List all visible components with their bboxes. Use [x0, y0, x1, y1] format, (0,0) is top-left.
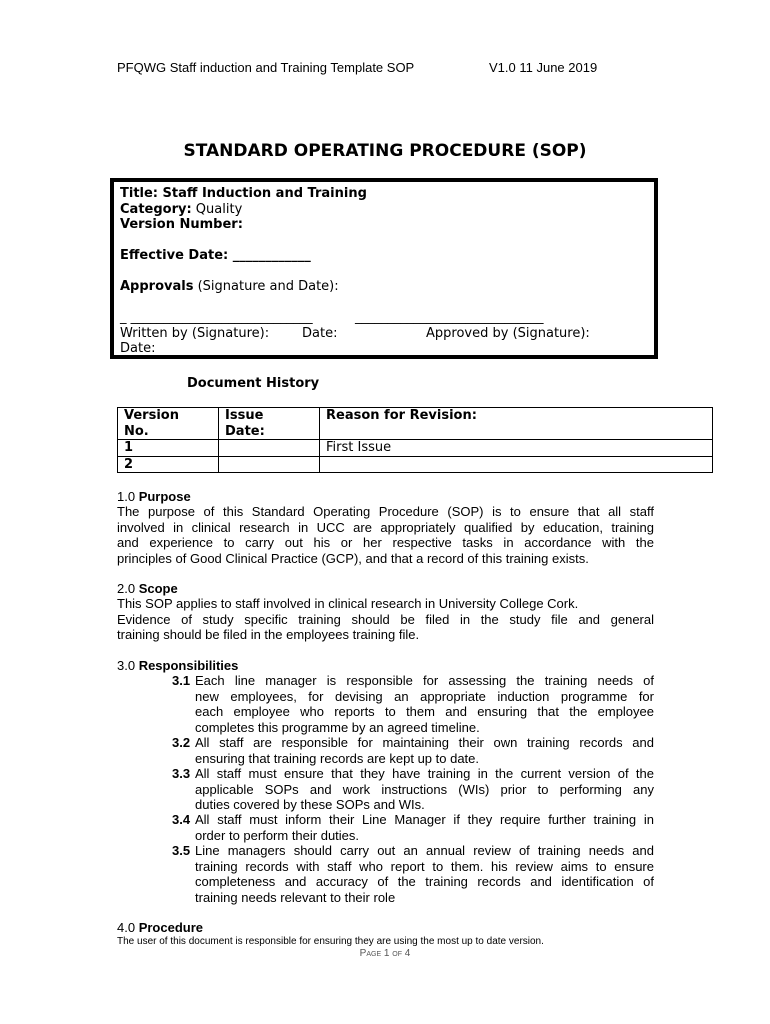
paragraph-line: This SOP applies to staff involved in clinical research in University College Cork. — [117, 596, 579, 611]
purpose-paragraph — [117, 504, 654, 566]
item-line: applicable SOPs and work instructions (WIs) prior to performing any — [195, 781, 654, 797]
approved-date-label: Date: — [120, 341, 156, 356]
col-header-version: Version No. — [118, 408, 219, 440]
item-number: 3.2 — [172, 735, 191, 750]
section-purpose-heading — [117, 489, 191, 504]
item-number: 3.3 — [172, 766, 191, 781]
approved-by-label: Approved by (Signature): — [426, 325, 590, 341]
responsibility-item — [172, 766, 654, 813]
cell-version: 1 — [118, 440, 219, 457]
section-number: 3.0 — [117, 658, 139, 673]
section-responsibilities-heading — [117, 658, 238, 673]
item-line: Line managers should carry out an annual review of training needs and — [195, 843, 654, 858]
paragraph-line: training should be filed in the employees training file. — [117, 627, 420, 642]
section-title: Scope — [138, 581, 178, 596]
paragraph-line: Evidence of study specific training should be filed in the study file and general — [117, 611, 654, 627]
section-number: 4.0 — [117, 920, 139, 935]
approvals-rest: (Signature and Date): — [193, 279, 339, 294]
item-line: All staff are responsible for maintaining their own training records and — [195, 735, 654, 750]
document-history-title: Document History — [187, 376, 320, 391]
sop-approvals — [120, 279, 339, 295]
item-line: Each line manager is responsible for assessing the training needs of — [195, 673, 654, 688]
paragraph-line: and experience to carry out his or her respective tasks in accordance with the — [117, 535, 654, 550]
table-row — [118, 456, 713, 473]
cell-issue-date — [219, 456, 320, 473]
approvals-label: Approvals — [120, 279, 194, 294]
sop-title: Title: Staff Induction and Training — [120, 186, 367, 201]
cell-reason: First Issue — [320, 440, 713, 457]
sop-category — [120, 202, 242, 218]
signature-line-right: _____________________________ — [355, 310, 544, 325]
section-title: Procedure — [138, 920, 203, 935]
table-row — [118, 440, 713, 457]
section-number: 2.0 — [117, 581, 139, 596]
item-line: training needs relevant to their role — [195, 889, 396, 905]
cell-reason — [320, 456, 713, 473]
col-header-issue-date: Issue Date: — [219, 408, 320, 440]
section-scope-heading — [117, 581, 178, 596]
cell-issue-date — [219, 440, 320, 457]
section-title: Purpose — [138, 489, 191, 504]
paragraph-line: principles of Good Clinical Practice (GCP), and that a record of this training exists. — [117, 550, 589, 566]
item-line: duties covered by these SOPs and WIs. — [195, 797, 425, 812]
item-line: new employees, for devising an appropriate induction programme for — [195, 688, 654, 704]
scope-paragraph — [117, 596, 654, 643]
signature-line-left: _ ____________________________ — [120, 310, 313, 325]
item-line: completes this programme by an agreed timeline. — [195, 719, 480, 735]
sop-effective-date: Effective Date: ____________ — [120, 248, 311, 263]
responsibility-item — [172, 843, 654, 905]
header-version: V1.0 11 June 2019 — [489, 60, 598, 75]
header-title: PFQWG Staff induction and Training Template SOP — [117, 60, 415, 75]
written-date-label: Date: — [302, 325, 338, 341]
responsibility-item — [172, 812, 654, 843]
section-title: Responsibilities — [138, 658, 239, 673]
item-line: All staff must inform their Line Manager if they require further training in — [195, 812, 654, 827]
category-label: Category: — [120, 201, 192, 217]
item-line: All staff must ensure that they have training in the current version of the — [195, 766, 654, 781]
item-line: training records with staff who report to them. his review aims to ensure — [195, 858, 654, 874]
document-history-table — [117, 407, 713, 473]
footer-note: The user of this document is responsible for ensuring they are using the most up to date version. — [117, 936, 544, 947]
cell-version: 2 — [118, 456, 219, 473]
section-procedure-heading — [117, 920, 203, 935]
responsibility-item — [172, 673, 654, 735]
item-line: order to perform their duties. — [195, 827, 360, 843]
sop-version-number: Version Number: — [120, 217, 243, 232]
item-number: 3.5 — [172, 843, 191, 858]
responsibility-item — [172, 735, 654, 766]
item-line: each employee who reports to them and ensuring that the employee — [195, 704, 654, 719]
section-number: 1.0 — [117, 489, 139, 504]
item-line: ensuring that training records are kept up to date. — [195, 750, 480, 766]
sop-info-box — [110, 178, 658, 359]
paragraph-line: The purpose of this Standard Operating Procedure (SOP) is to ensure that all staff — [117, 504, 654, 519]
item-number: 3.4 — [172, 812, 191, 827]
item-line: completeness and accuracy of the training records and identification of — [195, 874, 654, 889]
page-number: Page 1 of 4 — [359, 948, 411, 959]
item-number: 3.1 — [172, 673, 191, 688]
table-header-row — [118, 408, 713, 440]
col-header-reason: Reason for Revision: — [320, 408, 713, 440]
paragraph-line: involved in clinical research in UCC are appropriately qualified by education, training — [117, 519, 654, 535]
page-title: STANDARD OPERATING PROCEDURE (SOP) — [183, 141, 587, 161]
written-by-label: Written by (Signature): — [120, 325, 270, 341]
category-value: Quality — [191, 201, 243, 217]
